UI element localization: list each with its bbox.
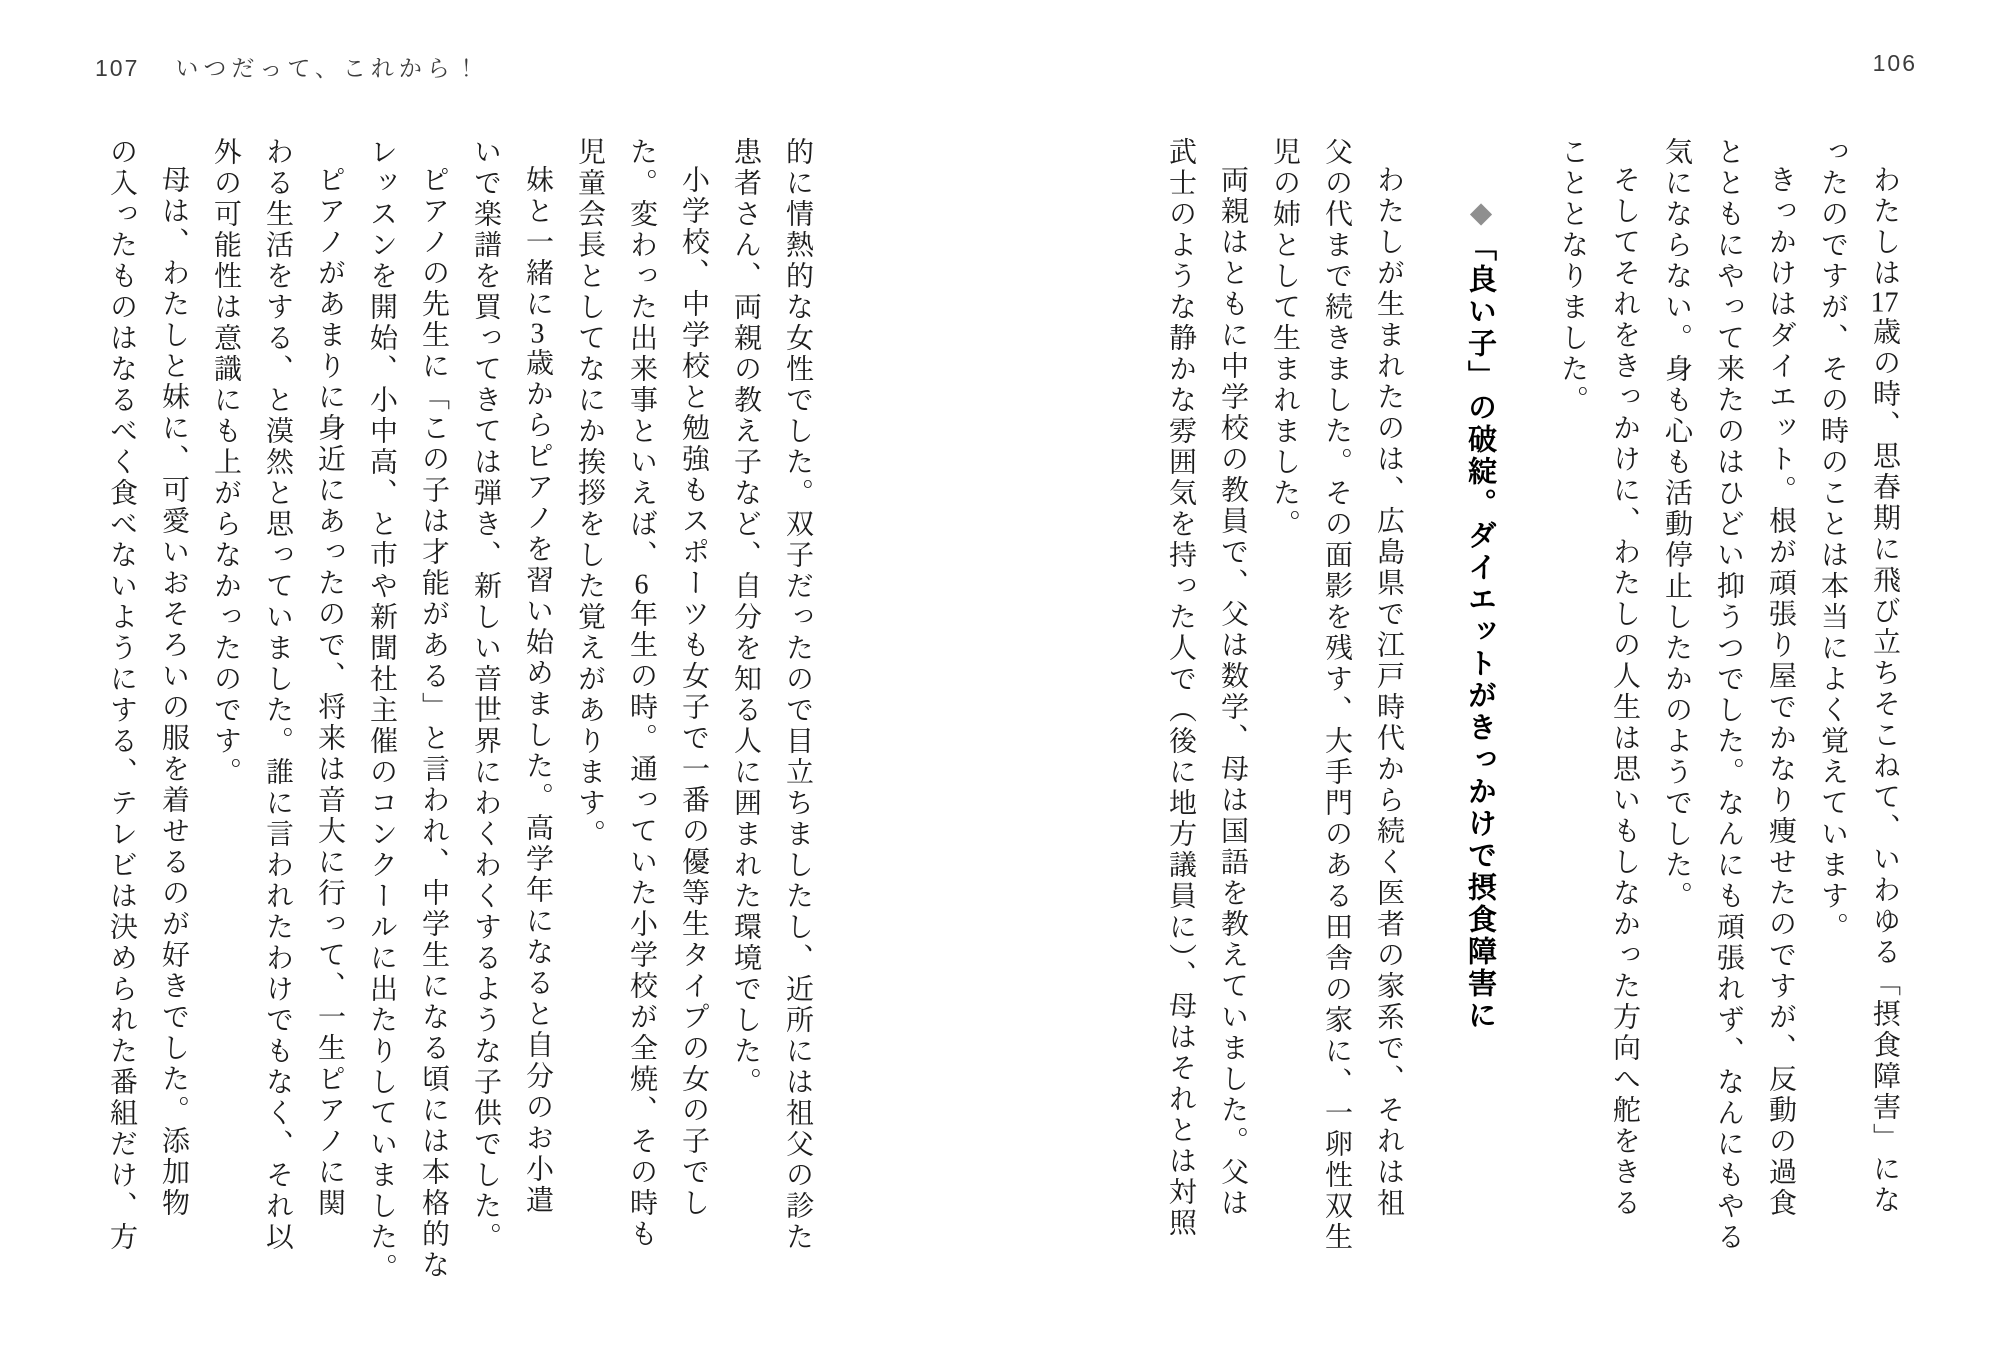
text-paragraph: 妹と一緒に3歳からピアノを習い始めました。高学年になると自分のお小遣 いで楽譜を買ってきては弾き、新しい音世界にわくわくするような子供でした。 [470,137,553,1253]
right-page-number: 106 [1872,50,1917,76]
right-page-text [1154,137,1910,1287]
left-page-text [95,137,823,1287]
text-paragraph: きっかけはダイエット。根が頑張り屋でかなり痩せたのですが、反動の過食 とともにやって来たのはひどい抑うつでした。なんにも頑張れず、なんにもやる 気にならない。身も心も活動停止したかのようでした。 [1661,137,1796,1253]
text-paragraph: 的に情熱的な女性でした。双子だったので目立ちましたし、近所には祖父の診た 患者さん、両親の教え子など、自分を知る人に囲まれた環境でした。 [730,137,813,1253]
diamond-marker-icon: ◆ [1464,195,1496,232]
text-paragraph: 母は、わたしと妹に、可愛いおそろいの服を着せるのが好きでした。添加物 の入ったものはなるべく食べないようにする、テレビは決められた番組だけ、方 [106,137,189,1253]
text-paragraph: 両親はともに中学校の教員で、父は数学、母は国語を教えていました。父は 武士のような静かな雰囲気を持った人で（後に地方議員に）、母はそれとは対照 [1165,137,1248,1239]
text-paragraph: わたしが生まれたのは、広島県で江戸時代から続く医者の家系で、それは祖 父の代まで続きました。その面影を残す、大手門のある田舎の家に、一卵性双生 児の姉として生まれました。 [1269,137,1404,1253]
section-heading-text: 「良い子」の破綻。ダイエットがきっかけで摂食障害に [1464,232,1496,1032]
running-title: いつだって、これから！ [175,55,483,81]
text-paragraph: わたしは17歳の時、思春期に飛び立ちそこねて、いわゆる「摂食障害」にな ったのですが、その時のことは本当によく覚えています。 [1817,137,1900,1216]
section-heading [1454,137,1506,1287]
text-paragraph: そしてそれをきっかけに、わたしの人生は思いもしなかった方向へ舵をきる こととなりました。 [1557,137,1640,1219]
left-page-header [95,50,483,83]
text-paragraph: ピアノの先生に「この子は才能がある」と言われ、中学生になる頃には本格的な レッスンを開始、小中高、と市や新聞社主催のコンクールに出たりしていました。 [366,137,449,1284]
left-page-number: 107 [95,55,140,81]
text-paragraph: 小学校、中学校と勉強もスポーツも女子で一番の優等生タイプの女の子でし た。変わった出来事といえば、6年生の時。通っていた小学校が全焼、その時も 児童会長としてなにか挨拶をした覚えがあります。 [574,137,709,1250]
text-paragraph: ピアノがあまりに身近にあったので、将来は音大に行って、一生ピアノに関 わる生活をする、と漠然と思っていました。誰に言われたわけでもなく、それ以 外の可能性は意識にも上がらなかったのです。 [210,137,345,1253]
